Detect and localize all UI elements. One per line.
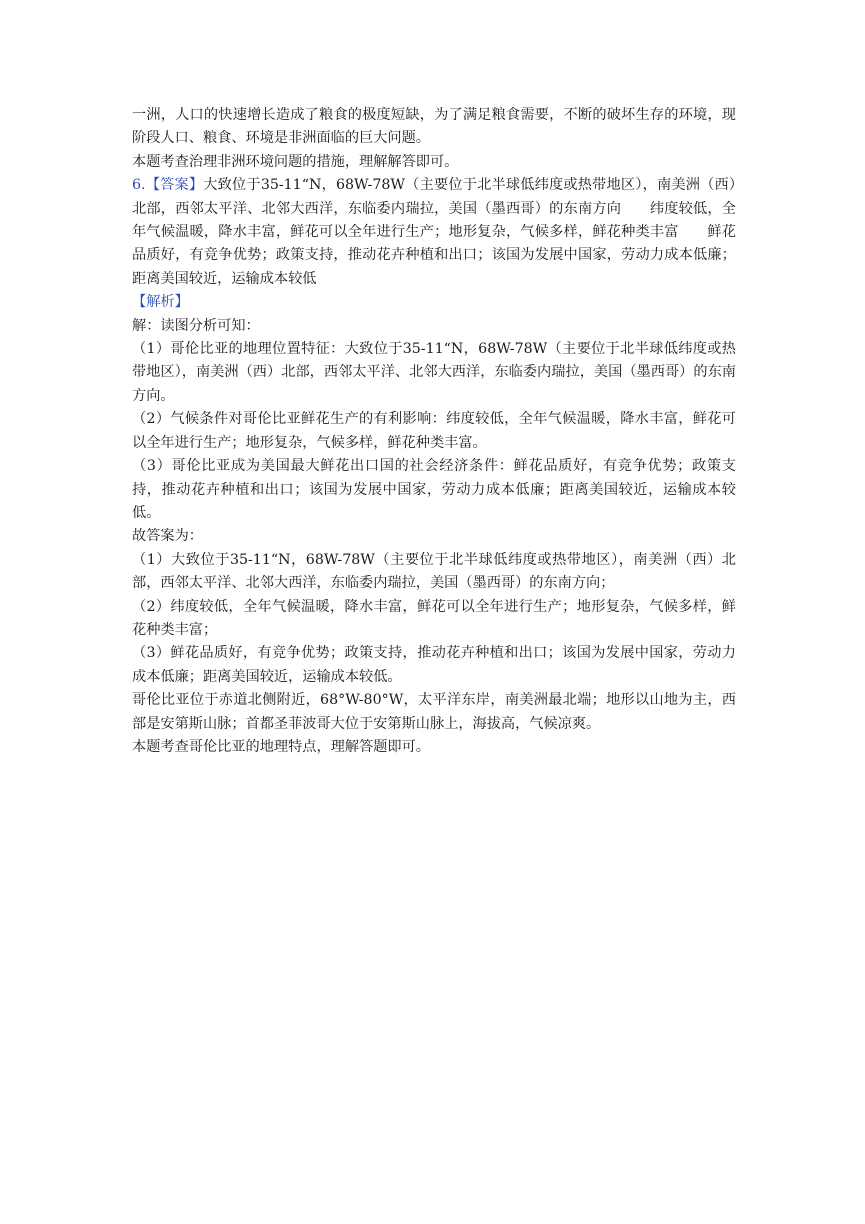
final-answer-3: （3）鲜花品质好，有竞争优势；政策支持，推动花卉种植和出口；该国为发展中国家，劳动力成本低廉；距离美国较近，运输成本较低。 — [132, 645, 736, 685]
supplementary-note: 哥伦比亚位于赤道北侧附近，68°W-80°W，太平洋东岸，南美洲最北端；地形以山地为主，西部是安第斯山脉；首都圣菲波哥大位于安第斯山脉上，海拔高，气候凉爽。 — [132, 692, 736, 732]
analysis-line: 解：读图分析可知： — [132, 317, 260, 334]
question-number: 6. — [132, 177, 146, 194]
document-content — [132, 104, 736, 759]
closing-note: 本题考查哥伦比亚的地理特点，理解答题即可。 — [132, 738, 430, 755]
answer-label: 【答案】 — [145, 177, 204, 194]
analysis-point-2: （2）气候条件对哥伦比亚鲜花生产的有利影响：纬度较低，全年气候温暖，降水丰富，鲜花可以全年进行生产；地形复杂，气候多样，鲜花种类丰富。 — [132, 411, 736, 451]
intro-paragraph-1: 一洲，人口的快速增长造成了粮食的极度短缺，为了满足粮食需要，不断的破坏生存的环境，现阶段人口、粮食、环境是非洲面临的巨大问题。 — [132, 107, 736, 147]
answer-heading: 故答案为： — [132, 528, 203, 545]
analysis-point-1: （1）哥伦比亚的地理位置特征：大致位于35-11“N，68W-78W（主要位于北半球低纬度或热带地区），南美洲（西）北部，西邻太平洋、北邻大西洋，东临委内瑞拉，美国（墨西哥）的东南方向。 — [132, 341, 736, 404]
analysis-point-3: （3）哥伦比亚成为美国最大鲜花出口国的社会经济条件：鲜花品质好，有竞争优势；政策支持，推动花卉种植和出口；该国为发展中国家，劳动力成本低廉；距离美国较近，运输成本较低。 — [132, 458, 736, 521]
final-answer-1: （1）大致位于35-11“N，68W-78W（主要位于北半球低纬度或热带地区），南美洲（西）北部，西邻太平洋、北邻大西洋，东临委内瑞拉，美国（墨西哥）的东南方向； — [132, 551, 736, 592]
question-6-answer — [132, 174, 736, 291]
final-answer-2: （2）纬度较低，全年气候温暖，降水丰富，鲜花可以全年进行生产；地形复杂，气候多样，鲜花种类丰富； — [132, 598, 736, 638]
intro-paragraph-2: 本题考查治理非洲环境问题的措施，理解解答即可。 — [132, 153, 459, 170]
analysis-label: 【解析】 — [132, 294, 189, 311]
answer-text: 大致位于35-11“N，68W-78W（主要位于北半球低纬度或热带地区），南美洲（西）北部，西邻太平洋、北邻大西洋，东临委内瑞拉，美国（墨西哥）的东南方向 纬度较低，全年气候温暖，降水丰富，鲜花可以全年进行生产；地形复杂，气候多样，鲜花种类丰富 鲜花品质好，有竞争优势；政策支持，推动花卉种植和出口；该国为发展中国家，劳动力成本低廉；距离美国较近，运输成本较低 — [132, 177, 736, 287]
